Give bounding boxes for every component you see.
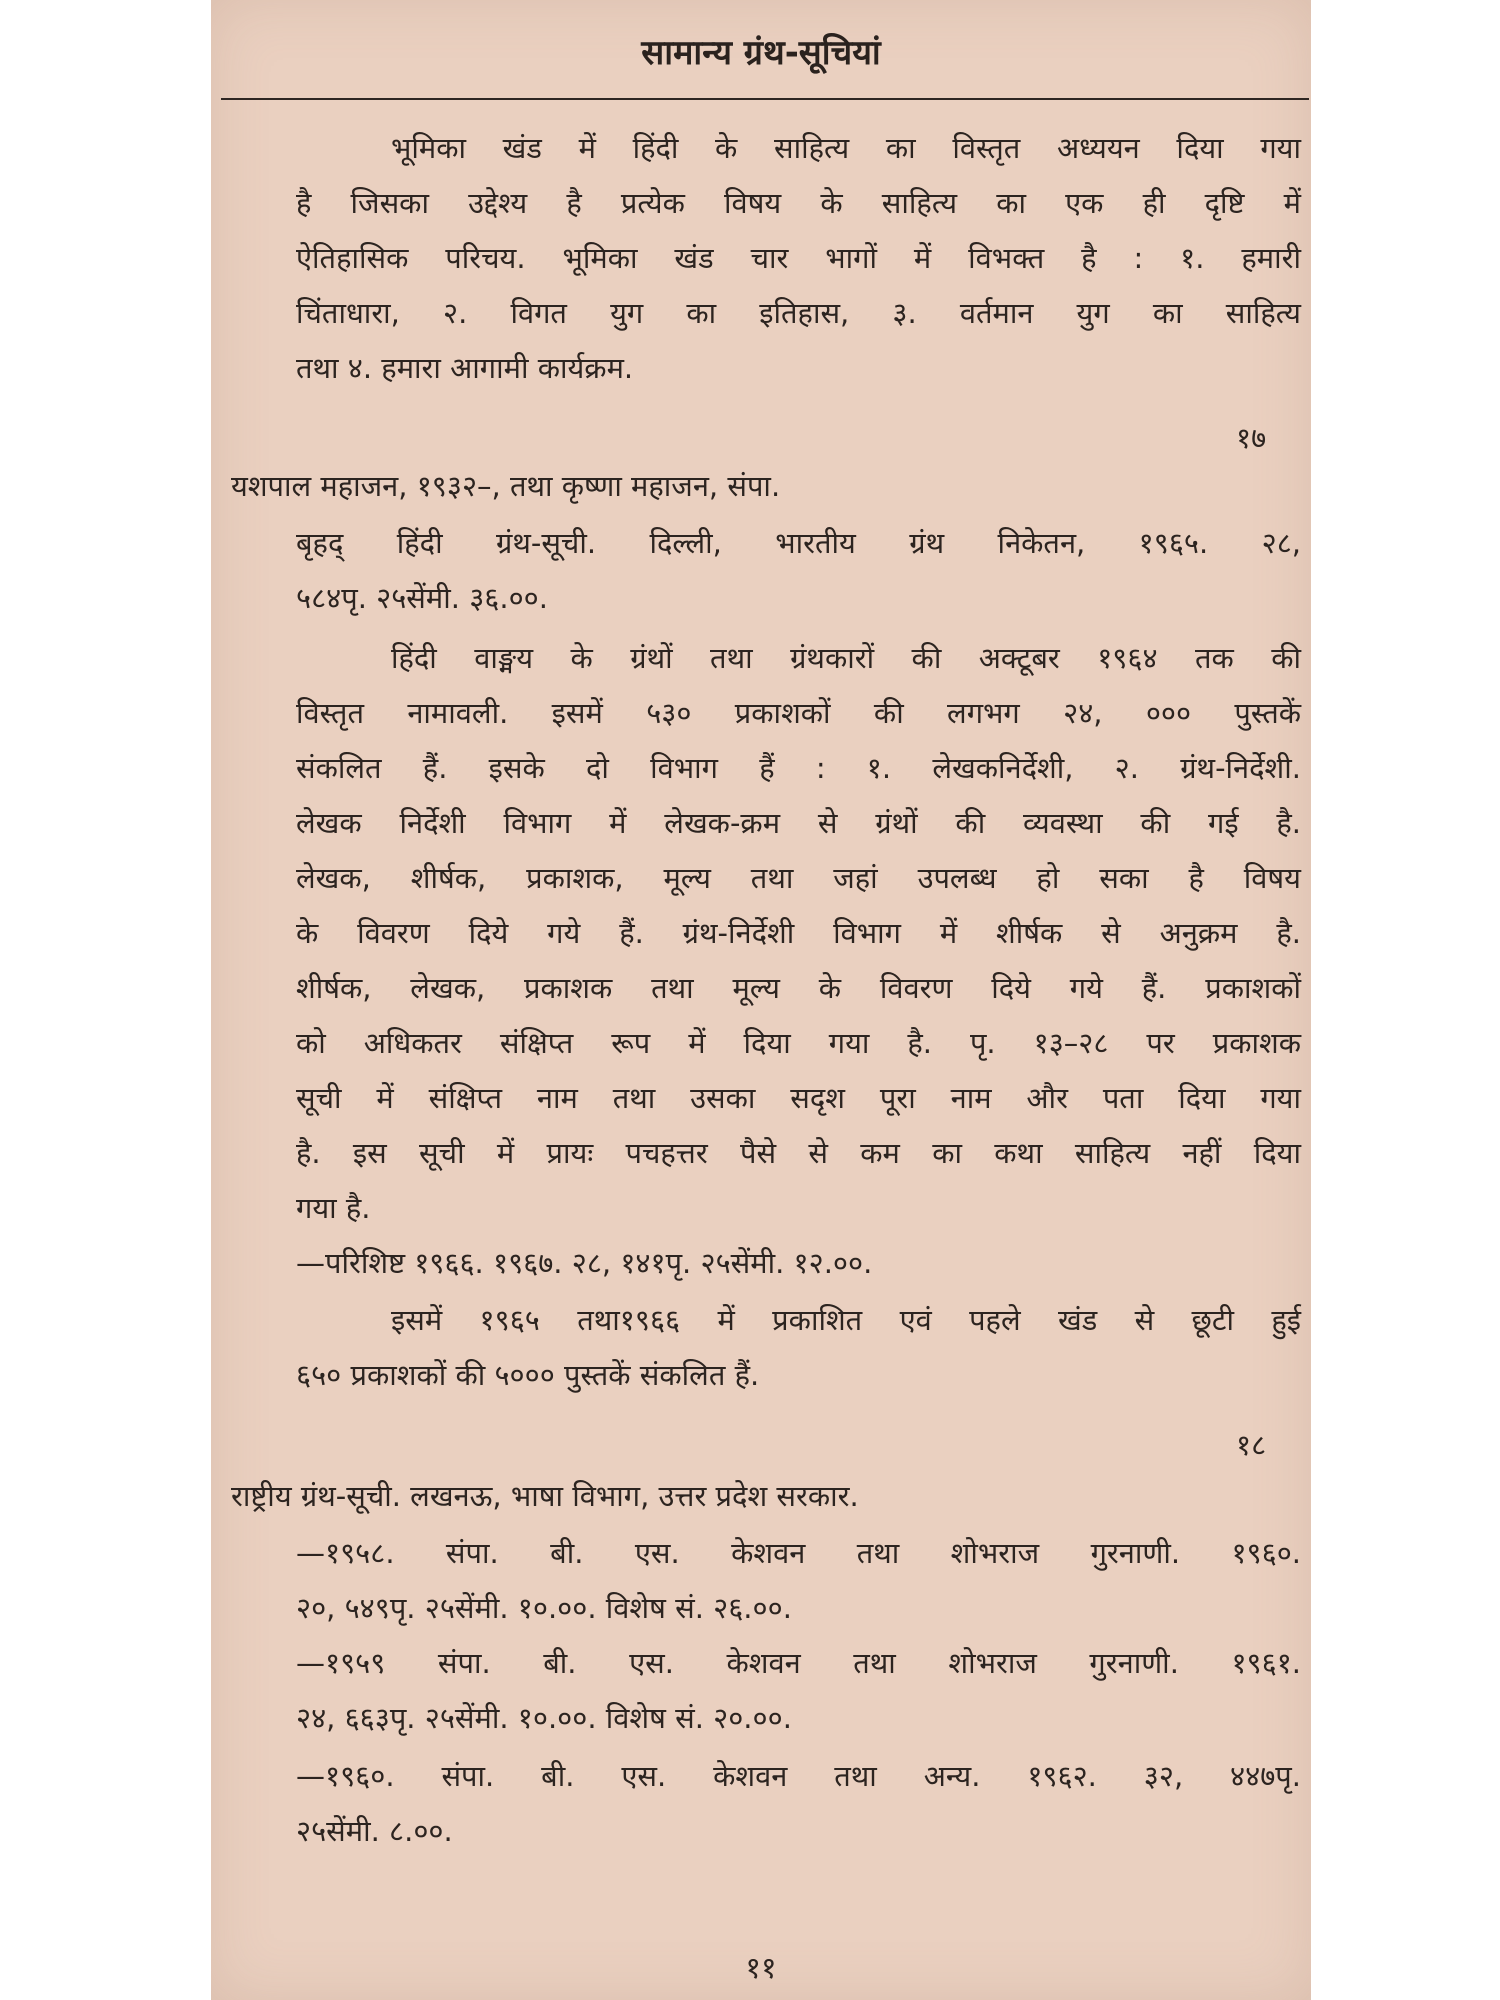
text-line: तथा ४. हमारा आगामी कार्यक्रम. — [296, 351, 634, 385]
text-line: है जिसका उद्देश्य है प्रत्येक विषय के साहित्य का एक ही दृष्टि में — [296, 186, 1301, 220]
text-line: —परिशिष्ट १९६६. १९६७. २८, १४१पृ. २५सेंमी. १२.००. — [296, 1246, 873, 1280]
text-line: है. इस सूची में प्रायः पचहत्तर पैसे से कम का कथा साहित्य नहीं दिया — [296, 1136, 1301, 1170]
text-line: २०, ५४९पृ. २५सेंमी. १०.००. विशेष सं. २६.००. — [296, 1591, 792, 1625]
text-line: सूची में संक्षिप्त नाम तथा उसका सदृश पूरा नाम और पता दिया गया — [296, 1081, 1301, 1115]
book-page — [211, 0, 1311, 2000]
entry-number: १७ — [1236, 421, 1267, 455]
text-line: २५सेंमी. ८.००. — [296, 1814, 453, 1848]
text-line: गया है. — [296, 1191, 371, 1225]
text-line: संकलित हैं. इसके दो विभाग हैं : १. लेखकनिर्देशी, २. ग्रंथ-निर्देशी. — [296, 751, 1301, 785]
entry-heading: राष्ट्रीय ग्रंथ-सूची. लखनऊ, भाषा विभाग, उत्तर प्रदेश सरकार. — [231, 1479, 859, 1513]
text-line: ५८४पृ. २५सेंमी. ३६.००. — [296, 581, 548, 615]
text-line: —१९५९ संपा. बी. एस. केशवन तथा शोभराज गुरनाणी. १९६१. — [296, 1646, 1301, 1680]
page-number: ११ — [745, 1951, 777, 1986]
header-rule — [221, 98, 1309, 100]
text-line: के विवरण दिये गये हैं. ग्रंथ-निर्देशी विभाग में शीर्षक से अनुक्रम है. — [296, 916, 1301, 950]
entry-number: १८ — [1236, 1428, 1267, 1462]
text-line: शीर्षक, लेखक, प्रकाशक तथा मूल्य के विवरण दिये गये हैं. प्रकाशकों — [296, 971, 1301, 1005]
text-line: भूमिका खंड में हिंदी के साहित्य का विस्तृत अध्ययन दिया गया — [391, 131, 1301, 165]
text-line: बृहद् हिंदी ग्रंथ-सूची. दिल्ली, भारतीय ग्रंथ निकेतन, १९६५. २८, — [296, 526, 1301, 560]
text-line: ६५० प्रकाशकों की ५००० पुस्तकें संकलित हैं. — [296, 1358, 760, 1392]
text-line: इसमें १९६५ तथा१९६६ में प्रकाशित एवं पहले खंड से छूटी हुई — [391, 1303, 1301, 1337]
text-line: विस्तृत नामावली. इसमें ५३० प्रकाशकों की लगभग २४, ००० पुस्तकें — [296, 696, 1301, 730]
running-header: सामान्य ग्रंथ-सूचियां — [641, 33, 881, 73]
text-line: लेखक निर्देशी विभाग में लेखक-क्रम से ग्रंथों की व्यवस्था की गई है. — [296, 806, 1301, 840]
text-line: लेखक, शीर्षक, प्रकाशक, मूल्य तथा जहां उपलब्ध हो सका है विषय — [296, 861, 1301, 895]
text-line: को अधिकतर संक्षिप्त रूप में दिया गया है. पृ. १३–२८ पर प्रकाशक — [296, 1026, 1301, 1060]
text-line: २४, ६६३पृ. २५सेंमी. १०.००. विशेष सं. २०.००. — [296, 1701, 792, 1735]
text-line: हिंदी वाङ्मय के ग्रंथों तथा ग्रंथकारों की अक्टूबर १९६४ तक की — [391, 641, 1301, 675]
text-line: ऐतिहासिक परिचय. भूमिका खंड चार भागों में विभक्त है : १. हमारी — [296, 241, 1301, 275]
text-line: —१९५८. संपा. बी. एस. केशवन तथा शोभराज गुरनाणी. १९६०. — [296, 1536, 1301, 1570]
text-line: —१९६०. संपा. बी. एस. केशवन तथा अन्य. १९६२. ३२, ४४७पृ. — [296, 1759, 1301, 1793]
text-line: चिंताधारा, २. विगत युग का इतिहास, ३. वर्तमान युग का साहित्य — [296, 296, 1301, 330]
entry-heading: यशपाल महाजन, १९३२–, तथा कृष्णा महाजन, संपा. — [231, 469, 781, 503]
